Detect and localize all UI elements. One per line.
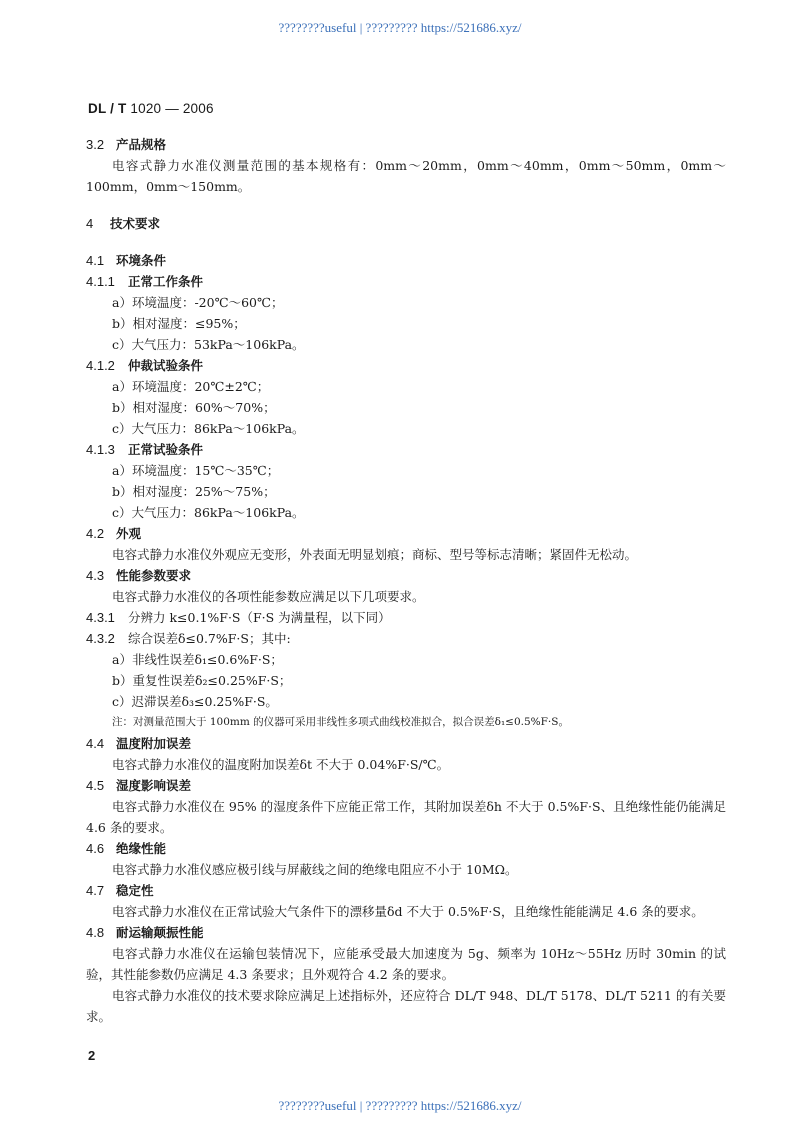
section-body-4-2: 电容式静力水准仪外观应无变形，外表面无明显划痕；商标、型号等标志清晰；紧固件无松动。 <box>112 547 638 562</box>
section-heading-4-3: 4.3 性能参数要求 <box>86 568 192 583</box>
watermark-link-bottom[interactable]: ????????useful | ????????? https://521686.xyz/ <box>278 1098 522 1113</box>
section-heading-4-5: 4.5 湿度影响误差 <box>86 778 192 793</box>
section-heading-4: 4 技术要求 <box>86 216 161 231</box>
section-body-4-4: 电容式静力水准仪的温度附加误差δt 不大于 0.04%F·S/℃。 <box>112 757 450 772</box>
section-body-4-7: 电容式静力水准仪在正常试验大气条件下的漂移量δd 不大于 0.5%F·S，且绝缘性能能满足 4.6 条的要求。 <box>112 904 704 919</box>
list-item: c）大气压力：86kPa～106kPa。 <box>112 505 305 520</box>
section-body-4-8-extra: 电容式静力水准仪的技术要求除应满足上述指标外，还应符合 DL/T 948、DL/T 5178、DL/T 5211 的有关要求。 <box>86 988 726 1024</box>
document-body <box>86 134 726 1027</box>
section-body-4-3: 电容式静力水准仪的各项性能参数应满足以下几项要求。 <box>112 589 425 604</box>
list-item: c）大气压力：86kPa～106kPa。 <box>112 421 305 436</box>
page-number: 2 <box>88 1048 96 1063</box>
section-body-4-5: 电容式静力水准仪在 95% 的湿度条件下应能正常工作，其附加误差δh 不大于 0.5%F·S、且绝缘性能仍能满足 4.6 条的要求。 <box>86 799 726 835</box>
list-item: a）非线性误差δ₁≤0.6%F·S； <box>112 652 283 667</box>
standard-number: 1020 — 2006 <box>130 101 214 116</box>
section-heading-4-1-1: 4.1.1 正常工作条件 <box>86 274 204 289</box>
section-body-4-6: 电容式静力水准仪感应极引线与屏蔽线之间的绝缘电阻应不小于 10MΩ。 <box>112 862 518 877</box>
list-item: a）环境温度：20℃±2℃； <box>112 379 270 394</box>
section-heading-3-2: 3.2 产品规格 <box>86 137 167 152</box>
list-item: c）大气压力：53kPa～106kPa。 <box>112 337 305 352</box>
list-item: b）相对湿度：≤95%； <box>112 316 246 331</box>
watermark-link-top[interactable]: ????????useful | ????????? https://521686.xyz/ <box>278 20 522 35</box>
note: 注：对测量范围大于 100mm 的仪器可采用非线性多项式曲线校准拟合，拟合误差δ₁≤0.5%F·S。 <box>112 716 569 728</box>
section-heading-4-3-1: 4.3.1 分辨力 k≤0.1%F·S（F·S 为满量程，以下同） <box>86 610 391 625</box>
list-item: c）迟滞误差δ₃≤0.25%F·S。 <box>112 694 278 709</box>
section-heading-4-1-3: 4.1.3 正常试验条件 <box>86 442 204 457</box>
standard-code <box>88 101 214 116</box>
section-heading-4-2: 4.2 外观 <box>86 526 142 541</box>
section-body-4-8: 电容式静力水准仪在运输包装情况下，应能承受最大加速度为 5g、频率为 10Hz～55Hz 历时 30min 的试验，其性能参数仍应满足 4.3 条要求；且外观符合 4.2 条的要求。 <box>86 946 726 982</box>
section-heading-4-1: 4.1 环境条件 <box>86 253 167 268</box>
section-heading-4-1-2: 4.1.2 仲裁试验条件 <box>86 358 204 373</box>
list-item: b）相对湿度：60%～70%； <box>112 400 276 415</box>
section-body-3-2: 电容式静力水准仪测量范围的基本规格有：0mm～20mm，0mm～40mm，0mm～50mm，0mm～100mm，0mm～150mm。 <box>86 158 726 194</box>
section-heading-4-8: 4.8 耐运输颠振性能 <box>86 925 204 940</box>
section-heading-4-3-2: 4.3.2 综合误差δ≤0.7%F·S；其中: <box>86 631 291 646</box>
section-heading-4-4: 4.4 温度附加误差 <box>86 736 192 751</box>
section-heading-4-7: 4.7 稳定性 <box>86 883 154 898</box>
list-item: b）相对湿度：25%～75%； <box>112 484 276 499</box>
list-item: a）环境温度：-20℃～60℃； <box>112 295 284 310</box>
section-heading-4-6: 4.6 绝缘性能 <box>86 841 167 856</box>
list-item: b）重复性误差δ₂≤0.25%F·S； <box>112 673 292 688</box>
list-item: a）环境温度：15℃～35℃； <box>112 463 280 478</box>
standard-prefix: DL / T <box>88 101 127 116</box>
